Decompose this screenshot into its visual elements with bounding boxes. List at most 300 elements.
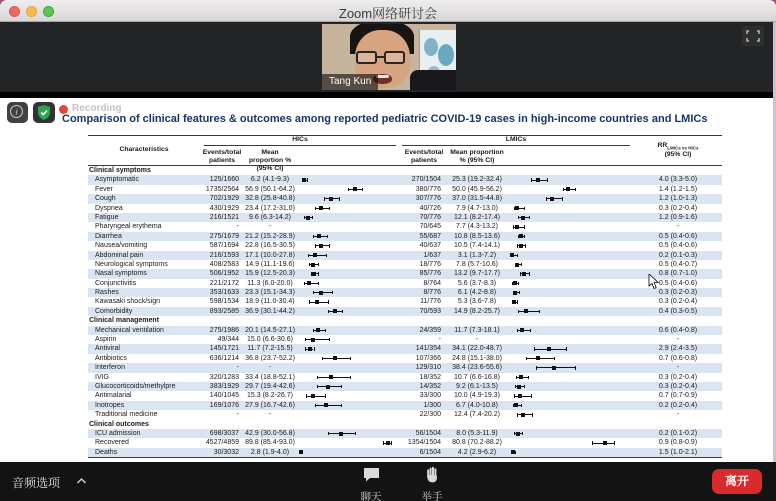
table-cell: 1735/2564: [205, 185, 239, 193]
point-estimate-marker: [522, 272, 526, 276]
table-cell: Comorbidity: [95, 307, 133, 315]
table-cell: Cough: [95, 195, 116, 203]
table-cell: 40/637: [419, 242, 441, 250]
table-cell: 702/1929: [209, 195, 239, 203]
point-estimate-marker: [324, 403, 328, 407]
raised-hand-icon: [424, 466, 441, 483]
table-cell: 5.3 (3.6-7.8): [457, 298, 497, 306]
table-cell: 13.2 (9.7-17.7): [454, 270, 500, 278]
participant-name-tag: Tang Kun: [322, 74, 378, 90]
forest-plot-cell: [296, 241, 400, 250]
table-cell: 0.6 (0.4-0.8): [658, 326, 698, 334]
point-estimate-marker: [311, 394, 315, 398]
table-row: [88, 175, 722, 184]
point-estimate-marker: [536, 356, 540, 360]
table-cell: 1354/1504: [407, 439, 441, 447]
table-cell: 14/352: [419, 382, 441, 390]
table-cell: 23.4 (17.2-31.0): [245, 204, 295, 212]
point-estimate-marker: [521, 216, 525, 220]
forest-plot-cell: [506, 382, 634, 391]
point-estimate-marker: [552, 366, 556, 370]
forest-plot-cell: [506, 373, 634, 382]
forest-plot-cell: [296, 448, 400, 457]
point-estimate-marker: [306, 216, 310, 220]
table-cell: 0.7 (0.6-0.8): [658, 354, 698, 362]
table-cell: 8/776: [423, 289, 441, 297]
point-estimate-marker: [319, 291, 323, 295]
table-cell: 49/344: [217, 336, 239, 344]
point-estimate-marker: [313, 253, 317, 257]
table-row: [88, 401, 722, 410]
table-cell: 1/637: [423, 251, 441, 259]
table-cell: Fever: [95, 185, 113, 193]
security-button[interactable]: [33, 102, 55, 123]
forest-plot-cell: [506, 438, 634, 447]
table-cell: 23.3 (15.1-34.3): [245, 289, 295, 297]
table-row: [88, 410, 722, 419]
table-cell: 698/3037: [209, 429, 239, 437]
forest-plot-cell: [296, 410, 400, 419]
table-cell: Antiviral: [95, 345, 120, 353]
point-estimate-marker: [326, 385, 330, 389]
table-cell: 9.6 (6.3-14.2): [248, 213, 292, 221]
table-cell: Clinical management: [89, 317, 160, 325]
table-cell: 15.0 (6.6-30.6): [247, 336, 293, 344]
forest-plot-cell: [506, 260, 634, 269]
table-row: [88, 307, 722, 316]
forest-plot-cell: [506, 251, 634, 260]
expand-icon: [742, 26, 764, 46]
table-cell: 140/1045: [209, 392, 239, 400]
table-cell: 6.1 (4.2-8.8): [457, 289, 497, 297]
table-cell: 33.4 (18.8-52.1): [245, 373, 295, 381]
col-header-hic-events: Events/total patients: [202, 149, 242, 164]
table-cell: 380/776: [415, 185, 441, 193]
table-cell: 353/1633: [209, 289, 239, 297]
table-cell: 8.0 (5.3-11.9): [456, 429, 498, 437]
table-cell: 320/1283: [209, 373, 239, 381]
table-row: [88, 260, 722, 269]
forest-plot-cell: [296, 269, 400, 278]
leave-button[interactable]: 离开: [712, 469, 762, 494]
col-header-characteristics: Characteristics: [119, 146, 169, 153]
forest-plot-cell: [296, 260, 400, 269]
table-cell: 0.5 (0.4-0.6): [658, 232, 698, 240]
table-cell: 21.2 (15.2-28.9): [245, 232, 295, 240]
table-cell: 70/645: [419, 223, 441, 231]
forest-plot-cell: [296, 326, 400, 335]
table-cell: 40/726: [419, 204, 441, 212]
table-cell: Neurological symptoms: [95, 260, 168, 268]
table-cell: 15.9 (12.5-20.3): [245, 270, 295, 278]
forest-plot-cell: [506, 429, 634, 438]
table-cell: 89.8 (85.4-93.0): [245, 439, 295, 447]
table-cell: 221/2172: [209, 279, 239, 287]
table-cell: 216/1521: [209, 213, 239, 221]
forest-plot-cell: [506, 297, 634, 306]
point-estimate-marker: [299, 450, 303, 454]
forest-plot-cell: [506, 194, 634, 203]
section-header-row: [88, 166, 722, 175]
forest-plot-cell: [506, 279, 634, 288]
point-estimate-marker: [514, 403, 518, 407]
forest-plot-cell: [506, 448, 634, 457]
table-row: [88, 269, 722, 278]
titlebar: [0, 0, 776, 22]
forest-plot-cell: [506, 410, 634, 419]
table-cell: Deaths: [95, 448, 118, 456]
forest-plot-cell: [296, 438, 400, 447]
table-cell: 34.1 (22.0-48.7): [452, 345, 502, 353]
point-estimate-marker: [353, 187, 357, 191]
point-estimate-marker: [519, 375, 523, 379]
forest-plot-cell: [296, 344, 400, 353]
forest-plot-cell: [506, 204, 634, 213]
point-estimate-marker: [603, 441, 607, 445]
table-cell: 15.3 (8.2-26.7): [247, 392, 293, 400]
table-cell: 383/1929: [209, 382, 239, 390]
table-cell: 1.2 (0.9-1.6): [658, 213, 698, 221]
table-cell: IVIG: [95, 373, 110, 381]
table-cell: 56/1504: [415, 429, 441, 437]
zoom-maximize-button[interactable]: [43, 6, 54, 17]
audio-options-button[interactable]: 音频选项: [12, 476, 61, 490]
forest-plot-cell: [296, 232, 400, 241]
point-estimate-marker: [511, 450, 515, 454]
table-cell: -: [676, 336, 680, 344]
table-cell: 10.8 (8.5-13.6): [454, 232, 500, 240]
table-cell: 0.5 (0.4-0.6): [658, 279, 698, 287]
table-row: [88, 279, 722, 288]
point-estimate-marker: [307, 281, 311, 285]
forest-plot-cell: [506, 335, 634, 344]
table-cell: 275/1986: [209, 326, 239, 334]
table-row: [88, 382, 722, 391]
table-cell: Recovered: [95, 439, 129, 447]
point-estimate-marker: [517, 385, 521, 389]
table-cell: Interferon: [95, 364, 125, 372]
table-cell: 11.3 (6.0-20.0): [247, 279, 293, 287]
forest-plot-cell: [296, 175, 400, 184]
table-cell: Clinical outcomes: [89, 420, 149, 428]
table-cell: -: [676, 223, 680, 231]
table-cell: 10.7 (6.6-16.8): [454, 373, 500, 381]
table-row: [88, 241, 722, 250]
table-cell: 216/1593: [209, 251, 239, 259]
table-cell: 0.8 (0.7-1.0): [658, 270, 698, 278]
meeting-info-button[interactable]: [7, 102, 28, 123]
table-cell: Nasal symptoms: [95, 270, 147, 278]
table-cell: 70/776: [419, 213, 441, 221]
table-cell: 11/776: [420, 298, 441, 306]
table-cell: 17.1 (10.0-27.8): [245, 251, 295, 259]
table-cell: ICU admission: [95, 429, 141, 437]
close-button[interactable]: [9, 6, 20, 17]
table-cell: 14.9 (8.2-25.7): [454, 307, 500, 315]
forest-plot-cell: [506, 354, 634, 363]
forest-plot-cell: [296, 373, 400, 382]
point-estimate-marker: [513, 281, 517, 285]
point-estimate-marker: [308, 347, 312, 351]
recording-label: Recording: [72, 103, 122, 114]
table-cell: 3.1 (1.3-7.2): [457, 251, 497, 259]
forest-plot-cell: [296, 194, 400, 203]
minimize-button[interactable]: [26, 6, 37, 17]
table-row: [88, 391, 722, 400]
point-estimate-marker: [312, 272, 316, 276]
table-cell: 0.3 (0.2-0.4): [658, 382, 698, 390]
table-row: [88, 429, 722, 438]
table-cell: 12.1 (8.2-17.4): [454, 213, 500, 221]
table-cell: 32.8 (25.8-40.8): [245, 195, 295, 203]
participant-jacket: [410, 70, 456, 90]
table-cell: 169/1076: [209, 401, 239, 409]
table-cell: Fatigue: [95, 213, 119, 221]
point-estimate-marker: [311, 263, 315, 267]
table-row: [88, 373, 722, 382]
table-cell: Rashes: [95, 289, 119, 297]
results-table-body: [88, 166, 722, 458]
table-cell: 18/776: [419, 260, 441, 268]
glasses-right-lens: [384, 51, 405, 64]
point-estimate-marker: [524, 309, 528, 313]
chevron-up-icon[interactable]: [76, 477, 87, 485]
table-cell: 24.8 (15.1-38.0): [452, 354, 502, 362]
table-cell: 22/300: [419, 411, 441, 419]
chat-bubble-icon: [362, 466, 381, 483]
table-row: [88, 326, 722, 335]
col-header-hic-mean: Mean proportion % (95% CI): [248, 149, 292, 172]
point-estimate-marker: [317, 234, 321, 238]
forest-plot-cell: [506, 222, 634, 231]
table-cell: 7.9 (4.7-13.0): [455, 204, 499, 212]
point-estimate-marker: [518, 394, 522, 398]
forest-plot-cell: [296, 401, 400, 410]
table-cell: 1/300: [423, 401, 441, 409]
table-cell: 0.9 (0.8-0.9): [658, 439, 698, 447]
table-row: [88, 251, 722, 260]
table-row: [88, 354, 722, 363]
forest-plot-cell: [506, 175, 634, 184]
table-cell: 506/1952: [209, 270, 239, 278]
chat-label: 聊天: [360, 491, 382, 501]
point-estimate-marker: [333, 309, 337, 313]
table-cell: 430/1929: [209, 204, 239, 212]
table-cell: 6.7 (4.0-10.8): [455, 401, 499, 409]
table-cell: -: [438, 336, 441, 344]
table-cell: 0.5 (0.4-0.6): [658, 242, 698, 250]
glasses-bridge: [377, 56, 385, 58]
table-row: [88, 194, 722, 203]
forest-plot-cell: [506, 326, 634, 335]
table-cell: 636/1214: [209, 354, 239, 362]
table-cell: 11.7 (7.2-15.5): [247, 345, 293, 353]
table-cell: 70/593: [419, 307, 441, 315]
table-cell: 0.3 (0.2-0.4): [658, 373, 698, 381]
table-cell: -: [236, 411, 239, 419]
table-cell: -: [268, 411, 272, 419]
info-icon: i: [10, 105, 23, 118]
table-cell: 0.2 (0.1-0.3): [658, 251, 698, 259]
table-cell: 6/1504: [419, 448, 441, 456]
table-cell: 145/1721: [209, 345, 239, 353]
point-estimate-marker: [536, 178, 540, 182]
table-cell: Nausea/vomiting: [95, 242, 148, 250]
table-cell: 11.7 (7.3-18.1): [454, 326, 500, 334]
forest-plot-cell: [296, 363, 400, 372]
table-row: [88, 363, 722, 372]
table-cell: 0.3 (0.2-0.3): [658, 289, 698, 297]
forest-plot-cell: [296, 335, 400, 344]
table-cell: 56.9 (50.1-64.2): [245, 185, 295, 193]
table-row: [88, 344, 722, 353]
shared-screen-content: [0, 98, 776, 462]
table-cell: 1.5 (1.0-2.1): [658, 448, 698, 456]
meeting-toolbar: [0, 462, 776, 501]
table-cell: 270/1504: [411, 176, 441, 184]
table-cell: 408/2583: [209, 260, 239, 268]
forest-plot-cell: [506, 401, 634, 410]
table-cell: Traditional medicine: [95, 411, 158, 419]
point-estimate-marker: [316, 328, 320, 332]
forest-plot-cell: [506, 344, 634, 353]
glasses-left-lens: [356, 51, 377, 64]
table-row: [88, 438, 722, 447]
point-estimate-marker: [302, 178, 306, 182]
table-cell: Pharyngeal erythema: [95, 223, 162, 231]
table-cell: 598/1534: [209, 298, 239, 306]
forest-plot-cell: [296, 288, 400, 297]
chat-button[interactable]: [348, 466, 394, 501]
table-cell: 0.5 (0.4-0.7): [658, 260, 698, 268]
table-cell: -: [268, 364, 272, 372]
table-cell: 2.9 (2.4-3.5): [658, 345, 698, 353]
forest-plot-cell: [296, 213, 400, 222]
table-cell: 1.2 (1.0-1.3): [658, 195, 698, 203]
table-cell: 20.1 (14.5-27.1): [245, 326, 295, 334]
point-estimate-marker: [515, 225, 519, 229]
table-cell: 0.7 (0.7-0.9): [658, 392, 698, 400]
table-cell: 27.9 (16.7-42.6): [245, 401, 295, 409]
table-row: [88, 213, 722, 222]
table-cell: -: [676, 411, 680, 419]
table-cell: 38.4 (23.6-55.6): [452, 364, 502, 372]
table-cell: Inotropes: [95, 401, 125, 409]
forest-plot-cell: [296, 307, 400, 316]
table-cell: 22.8 (16.5-30.5): [245, 242, 295, 250]
table-cell: -: [268, 223, 272, 231]
table-cell: 107/366: [415, 354, 441, 362]
table-cell: Dyspnea: [95, 204, 123, 212]
table-cell: 18/352: [419, 373, 441, 381]
point-estimate-marker: [566, 187, 570, 191]
table-cell: 125/1660: [209, 176, 239, 184]
table-cell: 33/300: [419, 392, 441, 400]
table-row: [88, 297, 722, 306]
point-estimate-marker: [520, 328, 524, 332]
slide-title: Comparison of clinical features & outcomes among reported pediatric COVID-19 cases in high-income countries and LMICs: [62, 113, 708, 125]
table-cell: 587/1694: [209, 242, 239, 250]
table-cell: 37.0 (31.5-44.8): [452, 195, 502, 203]
table-cell: 7.7 (4.3-13.2): [455, 223, 499, 231]
participant-video-thumbnail[interactable]: [322, 24, 456, 90]
forest-plot-cell: [506, 213, 634, 222]
col-header-lmic-events: Events/total patients: [404, 149, 444, 164]
forest-plot-cell: [296, 251, 400, 260]
table-cell: Abdominal pain: [95, 251, 144, 259]
point-estimate-marker: [516, 432, 520, 436]
point-estimate-marker: [513, 291, 517, 295]
table-cell: 0.3 (0.2-0.4): [658, 204, 698, 212]
table-cell: 1.4 (1.2-1.5): [658, 185, 698, 193]
point-estimate-marker: [519, 244, 523, 248]
table-cell: 5.6 (3.7-8.3): [457, 279, 497, 287]
table-cell: -: [236, 364, 239, 372]
col-header-lmic-mean: Mean proportion % (95% CI): [450, 149, 504, 164]
table-cell: 55/687: [419, 232, 441, 240]
table-cell: 129/310: [415, 364, 441, 372]
forest-plot-cell: [296, 204, 400, 213]
forest-plot-cell: [506, 391, 634, 400]
table-cell: Antibiotics: [95, 354, 127, 362]
table-cell: Glucocorticoids/methylpre: [95, 382, 176, 390]
table-cell: 29.7 (19.4-42.6): [245, 382, 295, 390]
point-estimate-marker: [512, 300, 516, 304]
point-estimate-marker: [510, 253, 514, 257]
table-cell: 42.9 (30.0-56.8): [245, 429, 295, 437]
col-header-rr: $RR_{LMICs vs HICs}$ (95% CI): [657, 142, 699, 158]
raise-hand-button[interactable]: [409, 466, 455, 501]
point-estimate-marker: [386, 441, 390, 445]
table-cell: Asymptomatic: [95, 176, 139, 184]
table-row: [88, 204, 722, 213]
group-header-hics: HICs: [204, 136, 396, 146]
table-cell: 8/764: [423, 279, 441, 287]
table-cell: 36.8 (23.7-52.2): [245, 354, 295, 362]
forest-plot-cell: [296, 354, 400, 363]
table-cell: 24/359: [419, 326, 441, 334]
point-estimate-marker: [515, 206, 519, 210]
table-cell: 80.8 (70.2-88.2): [452, 439, 502, 447]
forest-plot-cell: [506, 288, 634, 297]
point-estimate-marker: [333, 356, 337, 360]
table-cell: Clinical symptoms: [89, 167, 151, 174]
forest-plot-cell: [506, 269, 634, 278]
point-estimate-marker: [319, 206, 323, 210]
table-cell: 4527/4859: [205, 439, 239, 447]
table-row: [88, 288, 722, 297]
table-cell: Diarrhea: [95, 232, 122, 240]
table-cell: 9.2 (6.1-13.5): [455, 382, 499, 390]
table-cell: 893/2585: [209, 307, 239, 315]
table-cell: 6.2 (4.1-9.3): [250, 176, 290, 184]
point-estimate-marker: [550, 197, 554, 201]
forest-plot-cell: [506, 241, 634, 250]
table-cell: -: [475, 336, 479, 344]
table-row: [88, 185, 722, 194]
table-cell: 85/776: [419, 270, 441, 278]
table-cell: 307/776: [415, 195, 441, 203]
point-estimate-marker: [521, 413, 525, 417]
table-cell: 0.2 (0.2-0.4): [658, 401, 698, 409]
fullscreen-button[interactable]: [742, 26, 764, 46]
point-estimate-marker: [519, 234, 523, 238]
point-estimate-marker: [329, 375, 333, 379]
table-cell: 0.2 (0.1-0.2): [658, 429, 698, 437]
comparison-table: [88, 135, 722, 458]
table-cell: 7.8 (5.7-10.6): [455, 260, 499, 268]
table-cell: 18.9 (11.0-30.4): [245, 298, 295, 306]
